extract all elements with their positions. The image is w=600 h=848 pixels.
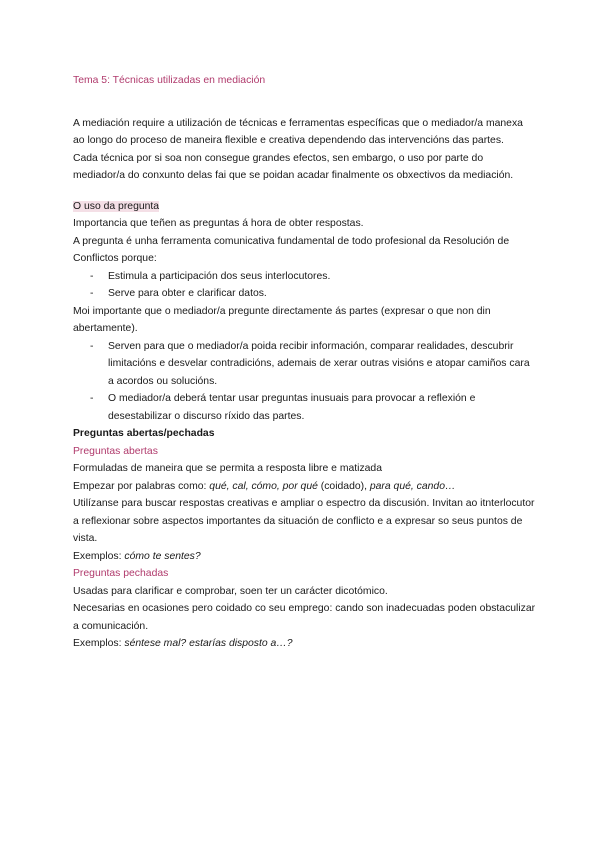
abertas-line-2 (73, 478, 536, 496)
pechadas-example (73, 635, 536, 653)
abertas-line-2-mid: (coidado), (317, 480, 370, 492)
list-item: - Serven para que o mediador/a poida recibir información, comparar realidades, descubrir limitacións e desvelar contradicións, ademais de xerar outras visións e atopar camiños cara a acordos ou solucións. (73, 338, 536, 391)
bullet-list-2 (73, 338, 536, 426)
pechadas-label: Preguntas pechadas (73, 568, 169, 579)
pechadas-example-prefix: Exemplos: (73, 638, 125, 649)
section-line-3: Moi importante que o mediador/a pregunte directamente ás partes (expresar o que non din abertamente). (73, 305, 491, 334)
pechadas-line-1: Usadas para clarificar e comprobar, soen ter un carácter dicotómico. (73, 585, 388, 597)
subheading: Preguntas abertas/pechadas (73, 428, 215, 439)
list-item: - O mediador/a deberá tentar usar preguntas inusuais para provocar a reflexión e desestabilizar o discurso ríxido das partes. (73, 390, 536, 425)
abertas-line-2-prefix: Empezar por palabras como: (73, 480, 210, 492)
abertas-line-1: Formuladas de maneira que se permita a resposta libre e matizada (73, 463, 382, 474)
abertas-line-2-words-2: para qué, cando… (369, 480, 456, 492)
abertas-line-3: Utilízanse para buscar respostas creativas e ampliar o espectro da discusión. Invitan ao itnterlocutor a reflexionar sobre aspectos importantes da situación de conflicto e a expresar so seus puntos de vista. (73, 498, 535, 544)
pechadas-example-text: séntese mal? estarías disposto a…? (124, 638, 293, 649)
list-item: - Serve para obter e clarificar datos. (73, 285, 536, 303)
intro-paragraph-2: Cada técnica por si soa non consegue grandes efectos, sen embargo, o uso por parte do mediador/a do conxunto delas fai que se poidan acadar finalmente os obxectivos da mediación. (73, 152, 514, 181)
list-item: - Estimula a participación dos seus interlocutores. (73, 268, 536, 286)
bullet-list-1 (73, 268, 536, 303)
abertas-line-2-words: qué, cal, cómo, por qué (209, 480, 318, 492)
section-heading-text: O uso da pregunta (73, 200, 160, 212)
page-title: Tema 5: Técnicas utilizadas en mediación (73, 75, 266, 86)
section-heading (73, 198, 536, 216)
abertas-example (73, 548, 536, 566)
abertas-example-text: cómo te sentes? (124, 550, 201, 562)
pechadas-line-2: Necesarias en ocasiones pero coidado co seu emprego: cando son inadecuadas poden obstaculizar a comunicación. (73, 603, 536, 632)
section-line-1: Importancia que teñen as preguntas á hora de obter respostas. (73, 218, 364, 229)
abertas-label: Preguntas abertas (73, 445, 158, 457)
abertas-example-prefix: Exemplos: (73, 550, 125, 562)
section-line-2: A pregunta é unha ferramenta comunicativa fundamental de todo profesional da Resolución de Conflictos porque: (73, 235, 510, 264)
intro-paragraph-1: A mediación require a utilización de técnicas e ferramentas específicas que o mediador/a manexa ao longo do proceso de maneira flexible e creativa dependendo das intervencións das partes. (73, 117, 523, 146)
